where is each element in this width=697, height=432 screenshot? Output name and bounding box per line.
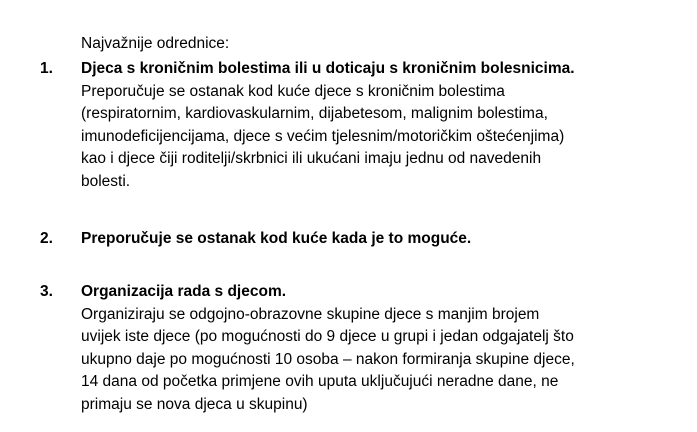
item-body [81,228,681,251]
item-heading: Preporučuje se ostanak kod kuće kada je to moguće. [81,230,472,247]
item-text-line: uvijek iste djece (po mogućnosti do 9 djece u grupi i jedan odgajatelj što [81,328,574,346]
item-text-line: 14 dana od početka primjene ovih uputa uključujući neradne dane, ne [81,373,559,391]
item-number: 2. [40,230,53,247]
item-heading: Organizacija rada s djecom. [81,283,287,300]
item-text-line: bolesti. [81,172,131,190]
intro-text: Najvažnije odrednice: [81,35,230,52]
item-text-line: primaju se nova djeca u skupinu) [81,395,308,413]
item-text-line: ukupno daje po mogućnosti 10 osoba – nakon formiranja skupine djece, [81,350,575,368]
item-number: 1. [40,60,53,77]
item-text-line: kao i djece čiji roditelji/skrbnici ili ukućani imaju jednu od navedenih [81,150,542,168]
item-heading: Djeca s kroničnim bolestima ili u doticaju s kroničnim bolesnicima. [81,60,575,77]
item-body [81,281,681,417]
item-text-line: Preporučuje se ostanak kod kuće djece s kroničnim bolestima [81,82,505,100]
item-text-line: Organiziraju se odgojno-obrazovne skupine djece s manjim brojem [81,305,540,323]
item-number: 3. [40,283,53,300]
item-text-line: (respiratornim, kardiovaskularnim, dijabetesom, malignim bolestima, [81,105,548,123]
item-body [81,58,681,194]
item-text-line: imunodeficijencijama, djece s većim tjelesnim/motoričkim oštećenjima) [81,127,565,145]
